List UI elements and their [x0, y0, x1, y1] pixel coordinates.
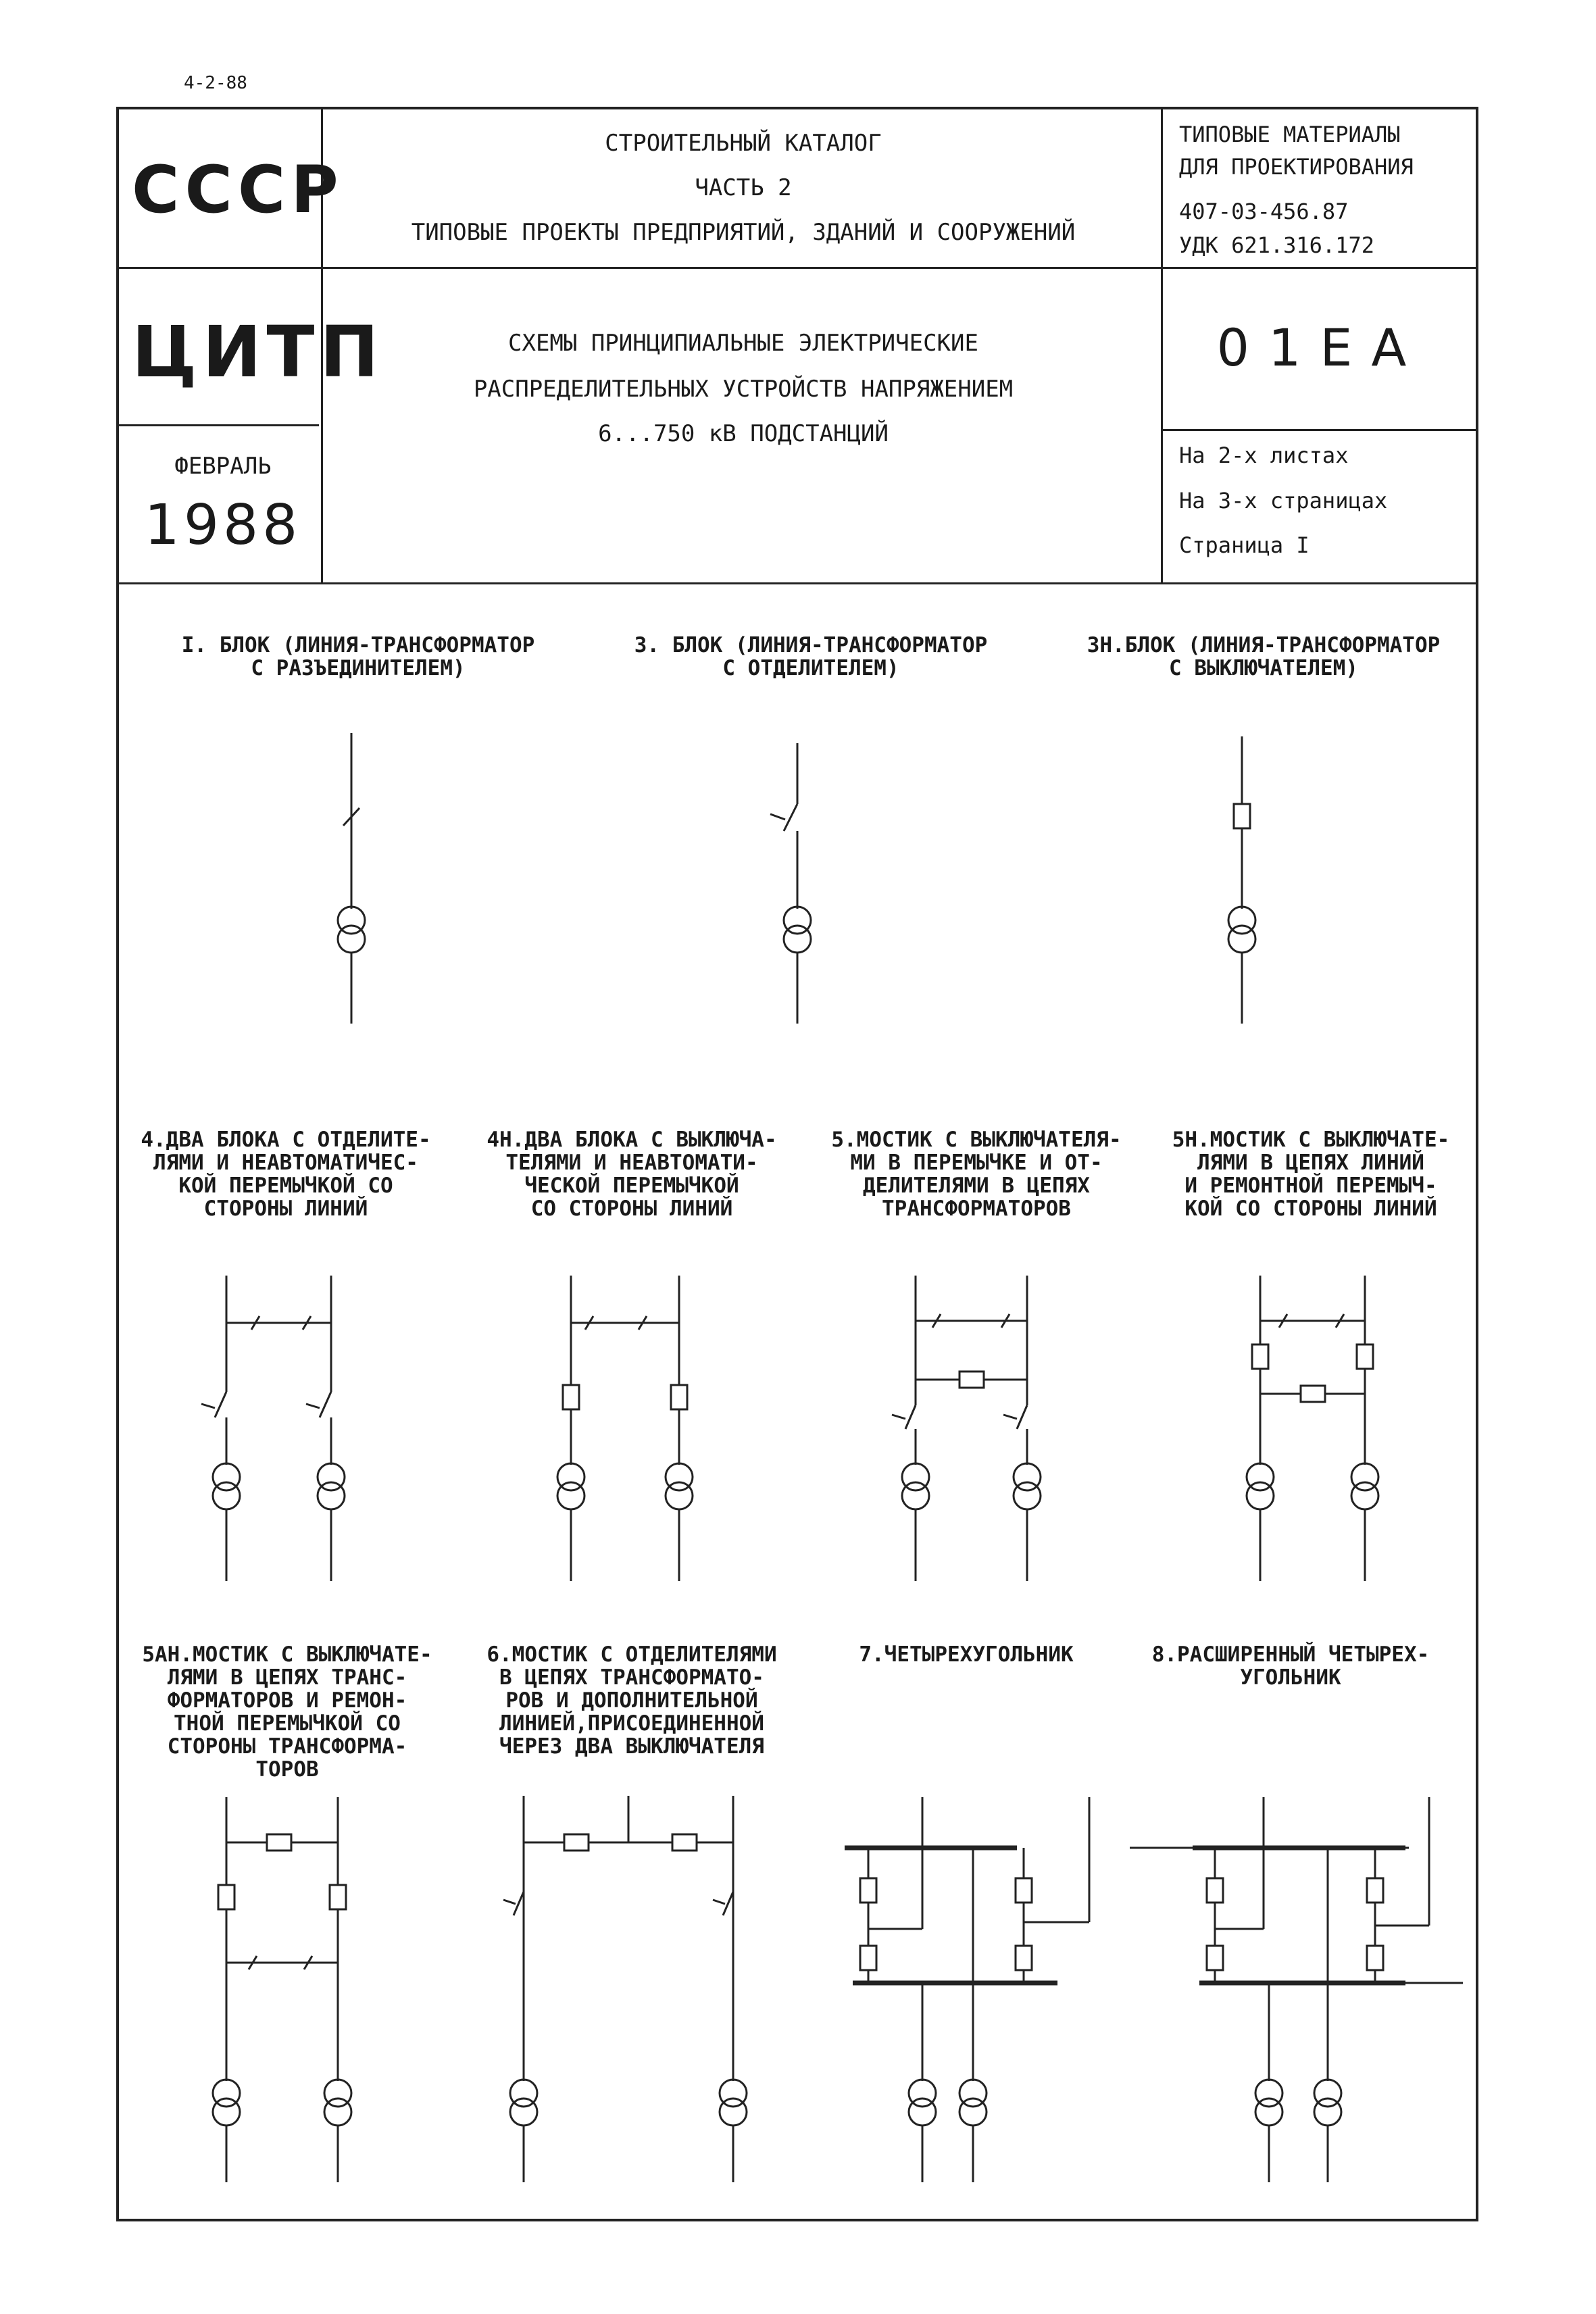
project-number: 407-03-456.87 [1179, 199, 1349, 224]
page-number: Страница I [1179, 532, 1310, 558]
breaker-symbol [1234, 804, 1250, 828]
udc-code: УДК 621.316.172 [1179, 232, 1374, 258]
scheme-title-4: 4.ДВА БЛОКА С ОТДЕЛИТЕ- ЛЯМИ И НЕАВТОМАТИЧЕС- КОЙ ПЕРЕМЫЧКОЙ СО СТОРОНЫ ЛИНИЙ [141, 1128, 431, 1221]
scheme-title-5n: 5Н.МОСТИК С ВЫКЛЮЧАТЕ- ЛЯМИ В ЦЕПЯХ ЛИНИЙ И РЕМОНТНОЙ ПЕРЕМЫЧ- КОЙ СО СТОРОНЫ ЛИНИЙ [1172, 1128, 1450, 1221]
scheme-title-6: 6.МОСТИК С ОТДЕЛИТЕЛЯМИ В ЦЕПЯХ ТРАНСФОРМАТО- РОВ И ДОПОЛНИТЕЛЬНОЙ ЛИНИЕЙ,ПРИСОЕДИНЕННОЙ ЧЕРЕЗ ДВА ВЫКЛЮЧАТЕЛЯ [487, 1642, 777, 1759]
scheme-6-diagram [503, 1796, 747, 2182]
page-count: На 3-х страницах [1179, 488, 1388, 513]
separator-blade [784, 804, 797, 831]
org-ussr: СССР [132, 152, 344, 228]
transformer-winding-symbol [338, 926, 365, 953]
scheme-title-3n: 3Н.БЛОК (ЛИНИЯ-ТРАНСФОРМАТОР С ВЫКЛЮЧАТЕЛЕМ) [1087, 633, 1441, 680]
scheme-title-7: 7.ЧЕТЫРЕХУГОЛЬНИК [859, 1642, 1074, 1667]
scheme-8-diagram [1130, 1797, 1463, 2182]
scheme-5an-diagram [213, 1797, 351, 2182]
subject-line-2: РАСПРЕДЕЛИТЕЛЬНЫХ УСТРОЙСТВ НАПРЯЖЕНИЕМ [473, 376, 1014, 403]
scheme-4n-diagram [557, 1276, 693, 1581]
scheme-title-1: I. БЛОК (ЛИНИЯ-ТРАНСФОРМАТОР С РАЗЪЕДИНИТЕЛЕМ) [181, 633, 535, 680]
org-citp: ЦИТП [132, 311, 384, 393]
materials-line-2: ДЛЯ ПРОЕКТИРОВАНИЯ [1179, 154, 1414, 180]
scheme-title-5: 5.МОСТИК С ВЫКЛЮЧАТЕЛЯ- МИ В ПЕРЕМЫЧКЕ И ОТ- ДЕЛИТЕЛЯМИ В ЦЕПЯХ ТРАНСФОРМАТОРОВ [831, 1128, 1122, 1221]
scheme-5-diagram [892, 1276, 1041, 1581]
catalog-code: 01EA [1216, 318, 1426, 378]
transformer-winding-symbol [1228, 926, 1255, 953]
transformer-winding-symbol [784, 926, 811, 953]
release-month: ФЕВРАЛЬ [174, 453, 272, 480]
release-year: 1988 [144, 493, 302, 557]
document-number: 4-2-88 [184, 73, 247, 93]
separator-mark [770, 814, 785, 820]
scheme-title-4n: 4Н.ДВА БЛОКА С ВЫКЛЮЧА- ТЕЛЯМИ И НЕАВТОМАТИ- ЧЕСКОЙ ПЕРЕМЫЧКОЙ СО СТОРОНЫ ЛИНИЙ [487, 1128, 777, 1221]
catalog-part: ЧАСТЬ 2 [695, 174, 792, 201]
materials-line-1: ТИПОВЫЕ МАТЕРИАЛЫ [1179, 122, 1401, 147]
catalog-section: ТИПОВЫЕ ПРОЕКТЫ ПРЕДПРИЯТИЙ, ЗДАНИЙ И СООРУЖЕНИЙ [411, 219, 1076, 246]
scheme-title-8: 8.РАСШИРЕННЫЙ ЧЕТЫРЕХ- УГОЛЬНИК [1151, 1642, 1430, 1690]
scheme-3-diagram [770, 743, 811, 1024]
scheme-title-5an: 5АН.МОСТИК С ВЫКЛЮЧАТЕ- ЛЯМИ В ЦЕПЯХ ТРАНС- ФОРМАТОРОВ И РЕМОН- ТНОЙ ПЕРЕМЫЧКОЙ СО СТОРОНЫ ТРАНСФОРМА- ТОРОВ [142, 1642, 432, 1782]
catalog-title: СТРОИТЕЛЬНЫЙ КАТАЛОГ [605, 130, 882, 157]
scheme-4-diagram [201, 1276, 345, 1581]
sheet-count: На 2-х листах [1179, 443, 1349, 468]
scheme-title-3: 3. БЛОК (ЛИНИЯ-ТРАНСФОРМАТОР С ОТДЕЛИТЕЛЕМ) [634, 633, 988, 680]
subject-line-3: 6...750 кВ ПОДСТАНЦИЙ [598, 420, 889, 447]
scheme-1-diagram [338, 733, 365, 1024]
scheme-3n-diagram [1228, 736, 1255, 1024]
scheme-5n-diagram [1247, 1276, 1378, 1581]
scheme-7-diagram [845, 1797, 1089, 2182]
subject-line-1: СХЕМЫ ПРИНЦИПИАЛЬНЫЕ ЭЛЕКТРИЧЕСКИЕ [508, 330, 978, 357]
